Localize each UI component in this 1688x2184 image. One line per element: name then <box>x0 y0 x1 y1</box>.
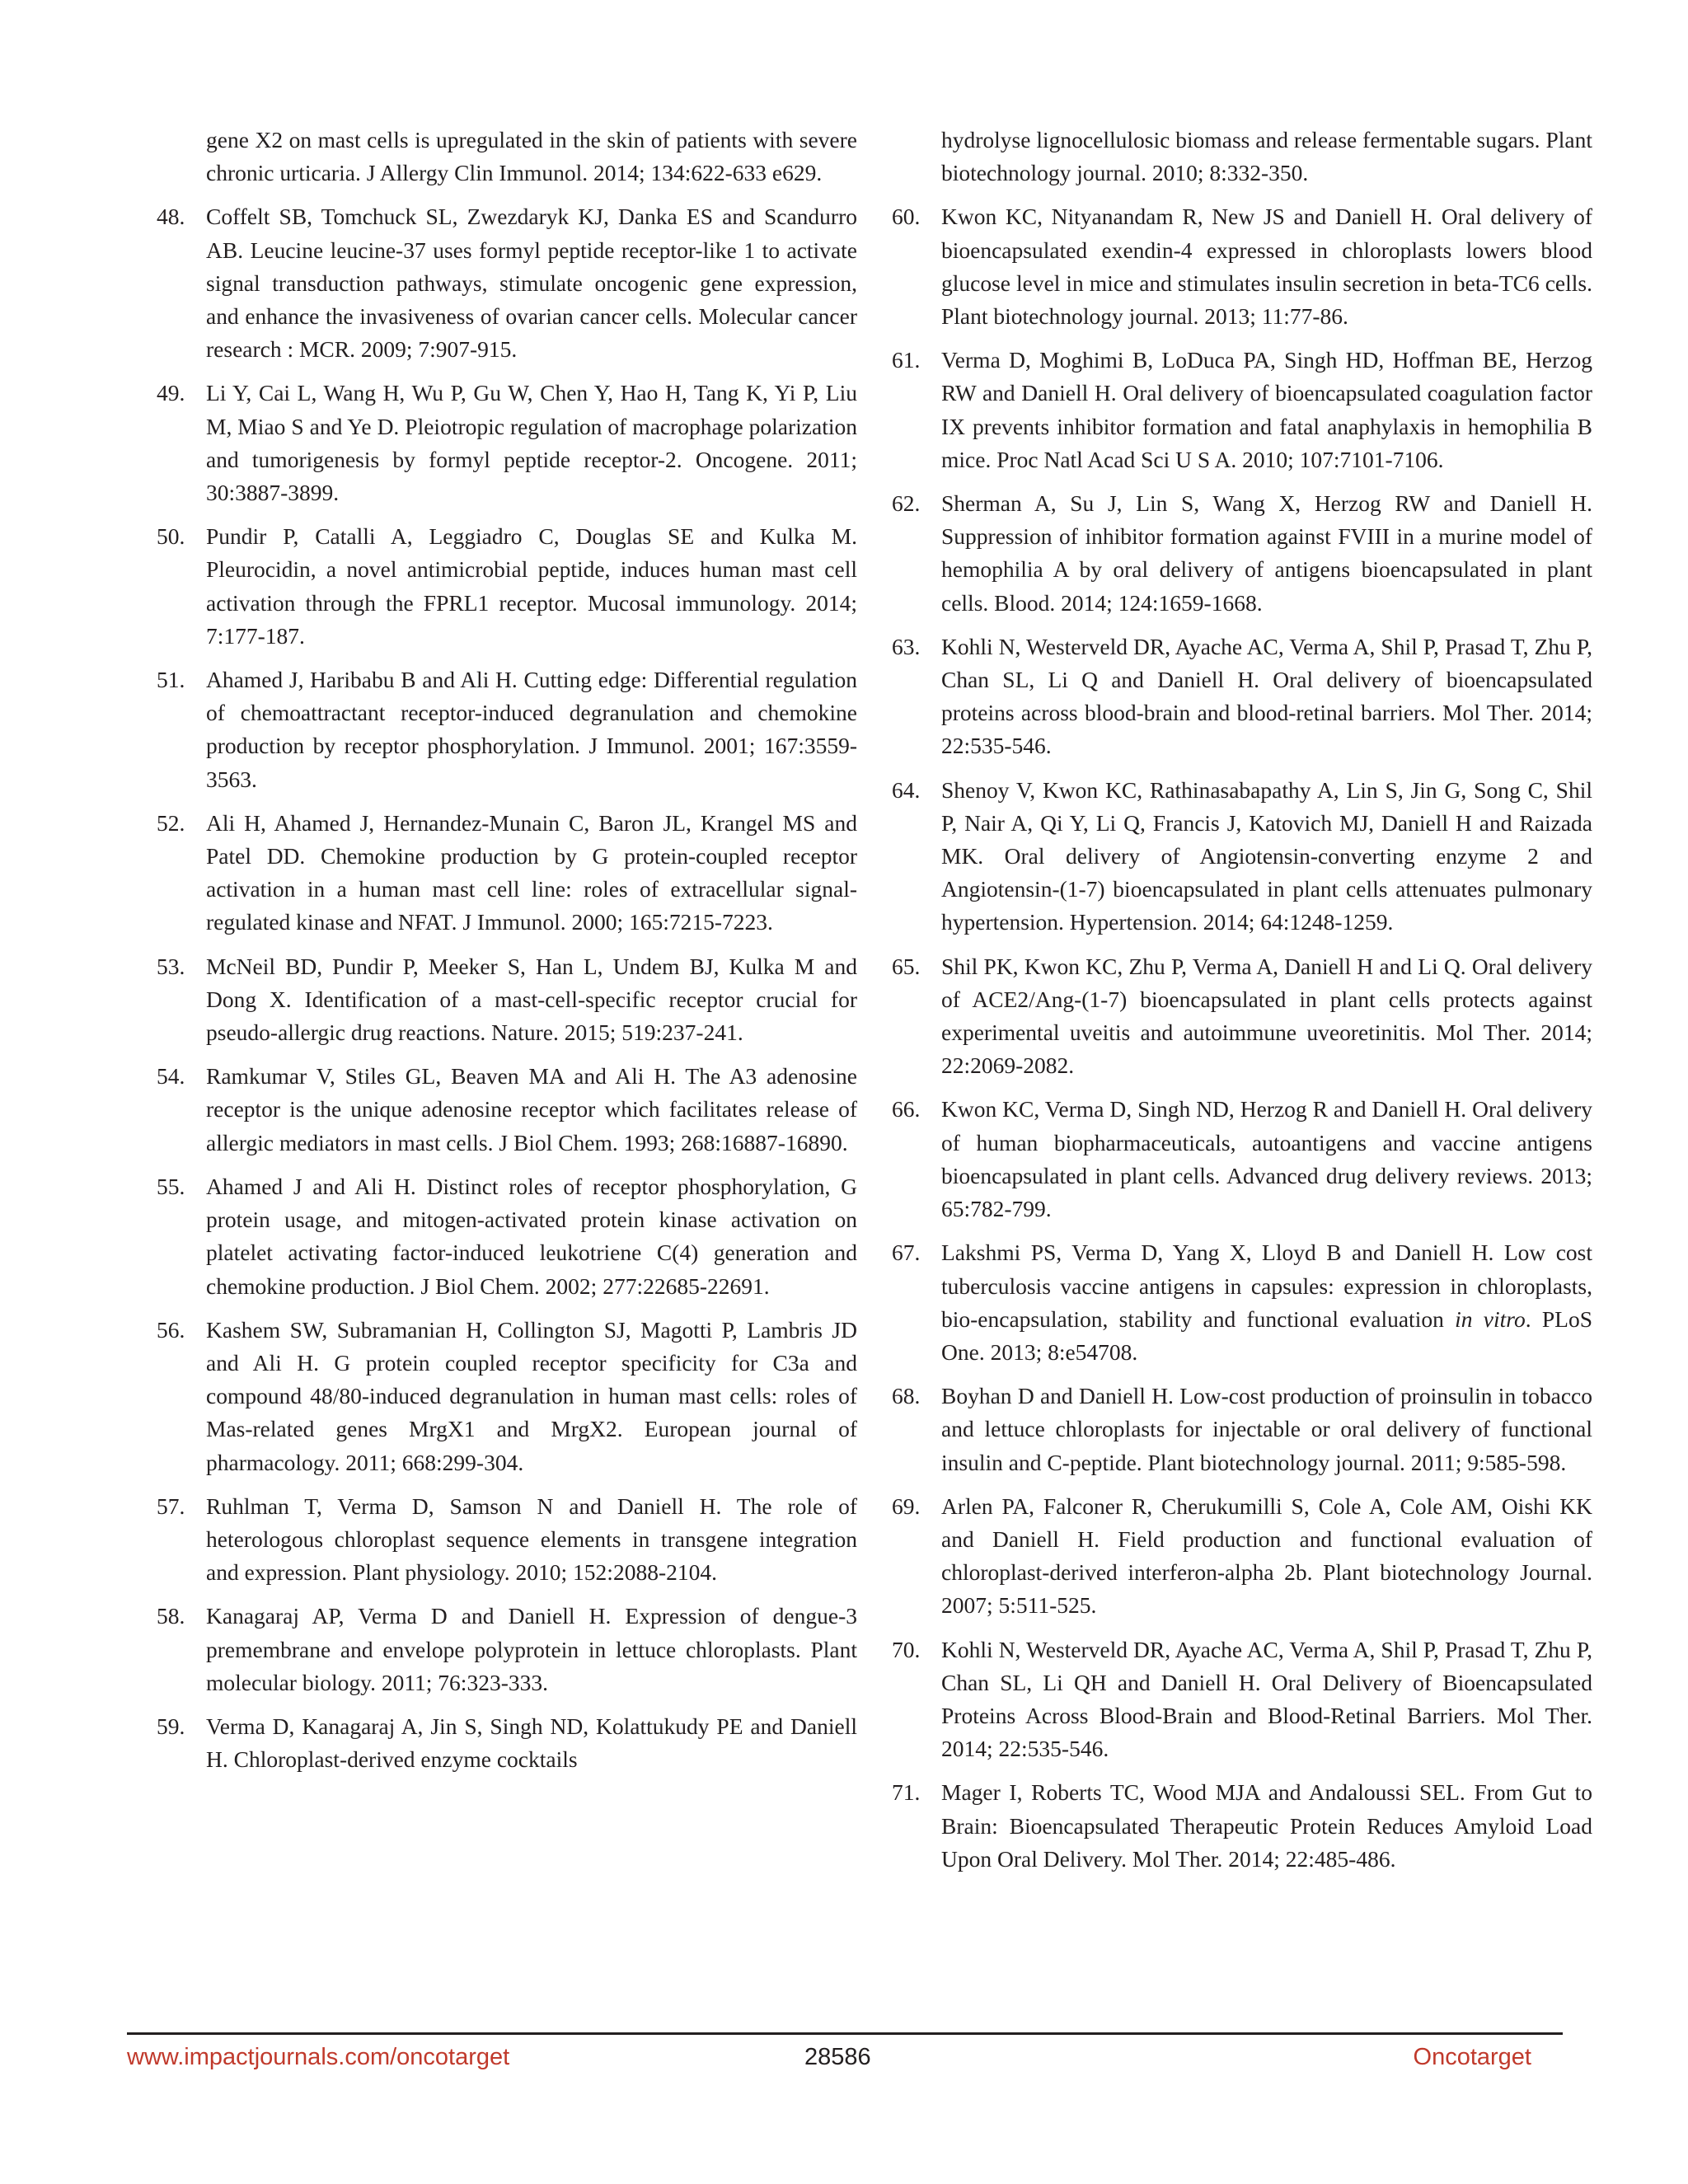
reference-text: Verma D, Kanagaraj A, Jin S, Singh ND, Kolattukudy PE and Daniell H. Chloroplast-derived enzyme cocktails <box>206 1713 857 1773</box>
reference-entry <box>892 630 1592 763</box>
reference-text: Verma D, Moghimi B, LoDuca PA, Singh HD, Hoffman BE, Herzog RW and Daniell H. Oral delivery of bioencapsulated coagulation factor IX prevents inhibitor formation and fatal anaphylaxis in hemophilia B mice. Proc Natl Acad Sci U S A. 2010; 107:7101-7106. <box>941 347 1592 472</box>
reference-text: Ramkumar V, Stiles GL, Beaven MA and Ali H. The A3 adenosine receptor is the unique adenosine receptor which facilitates release of allergic mediators in mast cells. J Biol Chem. 1993; 268:16887-16890. <box>206 1063 857 1155</box>
reference-text-main: Lakshmi PS, Verma D, Yang X, Lloyd B and Daniell H. Low cost tuberculosis vaccine antigens in capsules: expression in chloroplasts, bio-encapsulation, stability and functional evaluation <box>941 1240 1592 1332</box>
reference-number: 52. <box>157 809 185 836</box>
reference-entry <box>157 1600 857 1699</box>
reference-entry <box>892 1380 1592 1479</box>
reference-text: Shil PK, Kwon KC, Zhu P, Verma A, Daniell H and Li Q. Oral delivery of ACE2/Ang-(1-7) bioencapsulated in plant cells protects against experimental uveitis and autoimmune uveoretinitis. Mol Ther. 2014; 22:2069-2082. <box>941 953 1592 1079</box>
reference-entry <box>157 663 857 796</box>
reference-number: 49. <box>157 380 185 406</box>
reference-number: 61. <box>892 347 921 373</box>
reference-entry <box>892 1093 1592 1226</box>
footer-divider <box>127 2032 1563 2035</box>
reference-entry <box>892 487 1592 620</box>
reference-text: Kohli N, Westerveld DR, Ayache AC, Verma A, Shil P, Prasad T, Zhu P, Chan SL, Li Q and Daniell H. Oral delivery of bioencapsulated proteins across blood-brain and blood-retinal barriers. Mol Ther. 2014; 22:535-546. <box>941 633 1592 759</box>
reference-text: Pundir P, Catalli A, Leggiadro C, Douglas SE and Kulka M. Pleurocidin, a novel antimicrobial peptide, induces human mast cell activation through the FPRL1 receptor. Mucosal immunology. 2014; 7:177-187. <box>206 523 857 649</box>
reference-number: 56. <box>157 1316 185 1343</box>
reference-entry <box>157 1490 857 1590</box>
reference-entry <box>892 1236 1592 1369</box>
reference-text: Kashem SW, Subramanian H, Collington SJ, Magotti P, Lambris JD and Ali H. G protein coupled receptor specificity for C3a and compound 48/80-induced degranulation in human mast cells: roles of Mas-related genes MrgX1 and MrgX2. European journal of pharmacology. 2011; 668:299-304. <box>206 1316 857 1475</box>
reference-text: Ruhlman T, Verma D, Samson N and Daniell H. The role of heterologous chloroplast sequence elements in transgene integration and expression. Plant physiology. 2010; 152:2088-2104. <box>206 1493 857 1586</box>
reference-text: McNeil BD, Pundir P, Meeker S, Han L, Undem BJ, Kulka M and Dong X. Identification of a mast-cell-specific receptor crucial for pseudo-allergic drug reactions. Nature. 2015; 519:237-241. <box>206 953 857 1046</box>
reference-entry <box>892 344 1592 476</box>
reference-number: 68. <box>892 1383 921 1409</box>
reference-entry <box>157 124 857 190</box>
reference-entry <box>892 200 1592 333</box>
reference-text: Kwon KC, Nityanandam R, New JS and Daniell H. Oral delivery of bioencapsulated exendin-4 expressed in chloroplasts lowers blood glucose level in mice and stimulates insulin secretion in beta-TC6 cells. Plant biotechnology journal. 2013; 11:77-86. <box>941 204 1592 330</box>
reference-number: 63. <box>892 633 921 659</box>
reference-number: 62. <box>892 490 921 517</box>
reference-text: Ahamed J, Haribabu B and Ali H. Cutting edge: Differential regulation of chemoattractant receptor-induced degranulation and chemokine production by receptor phosphorylation. J Immunol. 2001; 167:3559-3563. <box>206 667 857 792</box>
reference-text: Arlen PA, Falconer R, Cherukumilli S, Cole A, Cole AM, Oishi KK and Daniell H. Field production and functional evaluation of chloroplast-derived interferon-alpha 2b. Plant biotechnology Journal. 2007; 5:511-525. <box>941 1493 1592 1619</box>
reference-number: 71. <box>892 1779 921 1806</box>
reference-entry <box>892 950 1592 1083</box>
reference-text: Ahamed J and Ali H. Distinct roles of receptor phosphorylation, G protein usage, and mitogen-activated protein kinase activation on platelet activating factor-induced leukotriene C(4) generation and chemokine production. J Biol Chem. 2002; 277:22685-22691. <box>206 1173 857 1299</box>
reference-text: Mager I, Roberts TC, Wood MJA and Andaloussi SEL. From Gut to Brain: Bioencapsulated Therapeutic Protein Reduces Amyloid Load Upon Oral Delivery. Mol Ther. 2014; 22:485-486. <box>941 1779 1592 1872</box>
reference-text <box>941 1236 1592 1369</box>
reference-entry <box>157 1710 857 1776</box>
reference-entry <box>157 950 857 1050</box>
reference-entry <box>892 1633 1592 1766</box>
reference-number: 57. <box>157 1493 185 1519</box>
reference-number: 58. <box>157 1603 185 1629</box>
reference-number: 54. <box>157 1063 185 1090</box>
reference-number: 55. <box>157 1173 185 1199</box>
reference-text: hydrolyse lignocellulosic biomass and release fermentable sugars. Plant biotechnology journal. 2010; 8:332-350. <box>941 127 1592 186</box>
right-reference-column <box>892 124 1592 1886</box>
footer-page-number: 28586 <box>804 2044 871 2070</box>
reference-text: Coffelt SB, Tomchuck SL, Zwezdaryk KJ, Danka ES and Scandurro AB. Leucine leucine-37 uses formyl peptide receptor-like 1 to activate signal transduction pathways, stimulate oncogenic gene expression, and enhance the invasiveness of ovarian cancer cells. Molecular cancer research : MCR. 2009; 7:907-915. <box>206 204 857 363</box>
reference-entry <box>892 1776 1592 1876</box>
reference-number: 48. <box>157 204 185 230</box>
footer-journal-name: Oncotarget <box>1413 2044 1531 2070</box>
reference-text: Sherman A, Su J, Lin S, Wang X, Herzog RW and Daniell H. Suppression of inhibitor formation against FVIII in a murine model of hemophilia A by oral delivery of antigens bioencapsulated in plant cells. Blood. 2014; 124:1659-1668. <box>941 490 1592 616</box>
reference-entry <box>892 124 1592 190</box>
reference-text: Ali H, Ahamed J, Hernandez-Munain C, Baron JL, Krangel MS and Patel DD. Chemokine production by G protein-coupled receptor activation in a human mast cell line: roles of extracellular signal-regulated kinase and NFAT. J Immunol. 2000; 165:7215-7223. <box>206 809 857 935</box>
reference-text: Kohli N, Westerveld DR, Ayache AC, Verma A, Shil P, Prasad T, Zhu P, Chan SL, Li QH and Daniell H. Oral Delivery of Bioencapsulated Proteins Across Blood-Brain and Blood-Retinal Barriers. Mol Ther. 2014; 22:535-546. <box>941 1636 1592 1762</box>
reference-text: Kanagaraj AP, Verma D and Daniell H. Expression of dengue-3 premembrane and envelope polyprotein in lettuce chloroplasts. Plant molecular biology. 2011; 76:323-333. <box>206 1603 857 1695</box>
reference-entry <box>157 807 857 940</box>
reference-text: gene X2 on mast cells is upregulated in the skin of patients with severe chronic urticaria. J Allergy Clin Immunol. 2014; 134:622-633 e629. <box>206 127 857 186</box>
reference-number: 60. <box>892 204 921 230</box>
reference-text-tail: . PLoS One. 2013; 8:e54708. <box>941 1305 1592 1365</box>
left-reference-column <box>157 124 857 1787</box>
reference-entry <box>157 1060 857 1160</box>
reference-entry <box>892 774 1592 940</box>
reference-number: 66. <box>892 1096 921 1122</box>
reference-text: Boyhan D and Daniell H. Low-cost production of proinsulin in tobacco and lettuce chloroplasts for injectable or oral delivery of functional insulin and C-peptide. Plant biotechnology journal. 2011; 9:585-598. <box>941 1383 1592 1475</box>
reference-entry <box>157 1314 857 1479</box>
reference-entry <box>157 520 857 653</box>
reference-number: 53. <box>157 953 185 979</box>
reference-entry <box>157 200 857 366</box>
reference-number: 50. <box>157 523 185 550</box>
reference-number: 69. <box>892 1493 921 1519</box>
reference-number: 65. <box>892 953 921 979</box>
reference-text-italic: in vitro <box>1455 1305 1526 1332</box>
reference-number: 67. <box>892 1240 921 1266</box>
reference-number: 51. <box>157 667 185 693</box>
reference-entry <box>157 377 857 509</box>
reference-number: 59. <box>157 1713 185 1739</box>
reference-text: Shenoy V, Kwon KC, Rathinasabapathy A, Lin S, Jin G, Song C, Shil P, Nair A, Qi Y, Li Q, Francis J, Katovich MJ, Daniell H and Raizada MK. Oral delivery of Angiotensin-converting enzyme 2 and Angiotensin-(1-7) bioencapsulated in plant cells attenuates pulmonary hypertension. Hypertension. 2014; 64:1248-1259. <box>941 776 1592 935</box>
reference-text: Li Y, Cai L, Wang H, Wu P, Gu W, Chen Y, Hao H, Tang K, Yi P, Liu M, Miao S and Ye D. Pleiotropic regulation of macrophage polarization and tumorigenesis by formyl peptide receptor-2. Oncogene. 2011; 30:3887-3899. <box>206 380 857 506</box>
reference-entry <box>157 1170 857 1303</box>
reference-entry <box>892 1490 1592 1623</box>
reference-text: Kwon KC, Verma D, Singh ND, Herzog R and Daniell H. Oral delivery of human biopharmaceuticals, autoantigens and vaccine antigens bioencapsulated in plant cells. Advanced drug delivery reviews. 2013; 65:782-799. <box>941 1096 1592 1222</box>
footer-journal-url-link[interactable]: www.impactjournals.com/oncotarget <box>127 2044 510 2070</box>
reference-number: 64. <box>892 776 921 803</box>
reference-number: 70. <box>892 1636 921 1662</box>
